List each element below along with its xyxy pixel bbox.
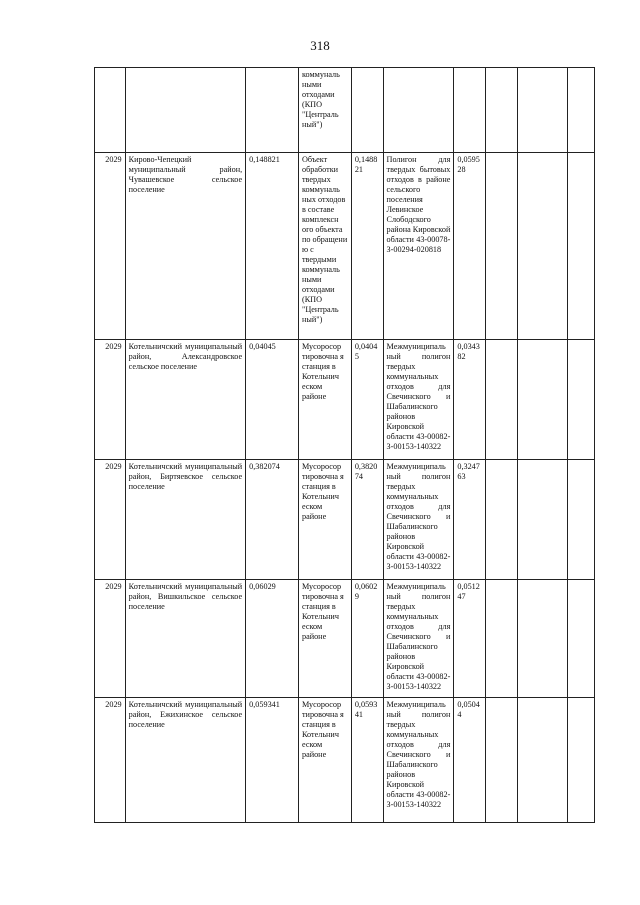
year-cell: 2029 — [95, 153, 126, 340]
empty-cell — [517, 340, 568, 460]
destination-cell: Полигон для твердых бытовых отходов в районе сельского поселения Левинское Слободского района Кировской области 43-00078-З-00294-020818 — [383, 153, 454, 340]
empty-cell — [486, 153, 518, 340]
volume-cell: 0,059341 — [246, 698, 299, 823]
object-cell: Мусоросор тировочна я станция в Котельнич еском районе — [298, 340, 351, 460]
empty-cell — [517, 580, 568, 698]
volume-cell: 0,04045 — [246, 340, 299, 460]
municipality-cell: Котельничский муниципальный район, Александровское сельское поселение — [125, 340, 246, 460]
table-row — [95, 153, 595, 340]
municipality-cell: Котельничский муниципальный район, Вишкильское сельское поселение — [125, 580, 246, 698]
empty-cell — [517, 698, 568, 823]
year-cell: 2029 — [95, 460, 126, 580]
empty-cell — [568, 580, 595, 698]
year-cell — [95, 68, 126, 153]
empty-cell — [568, 698, 595, 823]
object-cell: Мусоросор тировочна я станция в Котельнич еском районе — [298, 580, 351, 698]
year-cell: 2029 — [95, 340, 126, 460]
object-cell: коммуналь ными отходами (КПО "Централь ный") — [298, 68, 351, 153]
volume-cell: 0,148821 — [246, 153, 299, 340]
empty-cell — [486, 698, 518, 823]
page-number: 318 — [310, 38, 330, 53]
volume2-cell: 0,1488 21 — [351, 153, 383, 340]
table-row — [95, 698, 595, 823]
table-row — [95, 460, 595, 580]
object-cell: Объект обработки твердых коммуналь ных отходов в составе комплексн ого объекта по обращени ю с твердыми коммуналь ными отходами (КПО "Централь ный") — [298, 153, 351, 340]
volume3-cell: 0,3247 63 — [454, 460, 486, 580]
volume2-cell: 0,3820 74 — [351, 460, 383, 580]
waste-flow-table — [94, 67, 595, 823]
volume-cell: 0,382074 — [246, 460, 299, 580]
destination-cell: Межмуниципаль ный полигон твердых коммунальных отходов для Свечинского и Шабалинского районов Кировской области 43-00082-З-00153-140322 — [383, 580, 454, 698]
empty-cell — [568, 460, 595, 580]
empty-cell — [517, 460, 568, 580]
table-row — [95, 68, 595, 153]
volume3-cell: 0,0595 28 — [454, 153, 486, 340]
volume2-cell — [351, 68, 383, 153]
volume3-cell — [454, 68, 486, 153]
empty-cell — [568, 68, 595, 153]
empty-cell — [486, 68, 518, 153]
volume2-cell: 0,0404 5 — [351, 340, 383, 460]
municipality-cell: Котельничский муниципальный район, Биртяевское сельское поселение — [125, 460, 246, 580]
municipality-cell — [125, 68, 246, 153]
empty-cell — [568, 153, 595, 340]
empty-cell — [517, 153, 568, 340]
destination-cell: Межмуниципаль ный полигон твердых коммунальных отходов для Свечинского и Шабалинского районов Кировской области 43-00082-З-00153-140322 — [383, 460, 454, 580]
empty-cell — [568, 340, 595, 460]
municipality-cell: Кирово-Чепецкий муниципальный район, Чувашевское сельское поселение — [125, 153, 246, 340]
volume3-cell: 0,0504 4 — [454, 698, 486, 823]
year-cell: 2029 — [95, 698, 126, 823]
volume3-cell: 0,0512 47 — [454, 580, 486, 698]
empty-cell — [517, 68, 568, 153]
municipality-cell: Котельничский муниципальный район, Ежихинское сельское поселение — [125, 698, 246, 823]
volume-cell: 0,06029 — [246, 580, 299, 698]
table-row — [95, 580, 595, 698]
empty-cell — [486, 460, 518, 580]
volume-cell — [246, 68, 299, 153]
destination-cell: Межмуниципаль ный полигон твердых коммунальных отходов для Свечинского и Шабалинского районов Кировской области 43-00082-З-00153-140322 — [383, 340, 454, 460]
table-row — [95, 340, 595, 460]
volume3-cell: 0,0343 82 — [454, 340, 486, 460]
volume2-cell: 0,0593 41 — [351, 698, 383, 823]
volume2-cell: 0,0602 9 — [351, 580, 383, 698]
destination-cell: Межмуниципаль ный полигон твердых коммунальных отходов для Свечинского и Шабалинского районов Кировской области 43-00082-З-00153-140322 — [383, 698, 454, 823]
object-cell: Мусоросор тировочна я станция в Котельнич еском районе — [298, 460, 351, 580]
destination-cell — [383, 68, 454, 153]
year-cell: 2029 — [95, 580, 126, 698]
empty-cell — [486, 340, 518, 460]
empty-cell — [486, 580, 518, 698]
object-cell: Мусоросор тировочна я станция в Котельнич еском районе — [298, 698, 351, 823]
